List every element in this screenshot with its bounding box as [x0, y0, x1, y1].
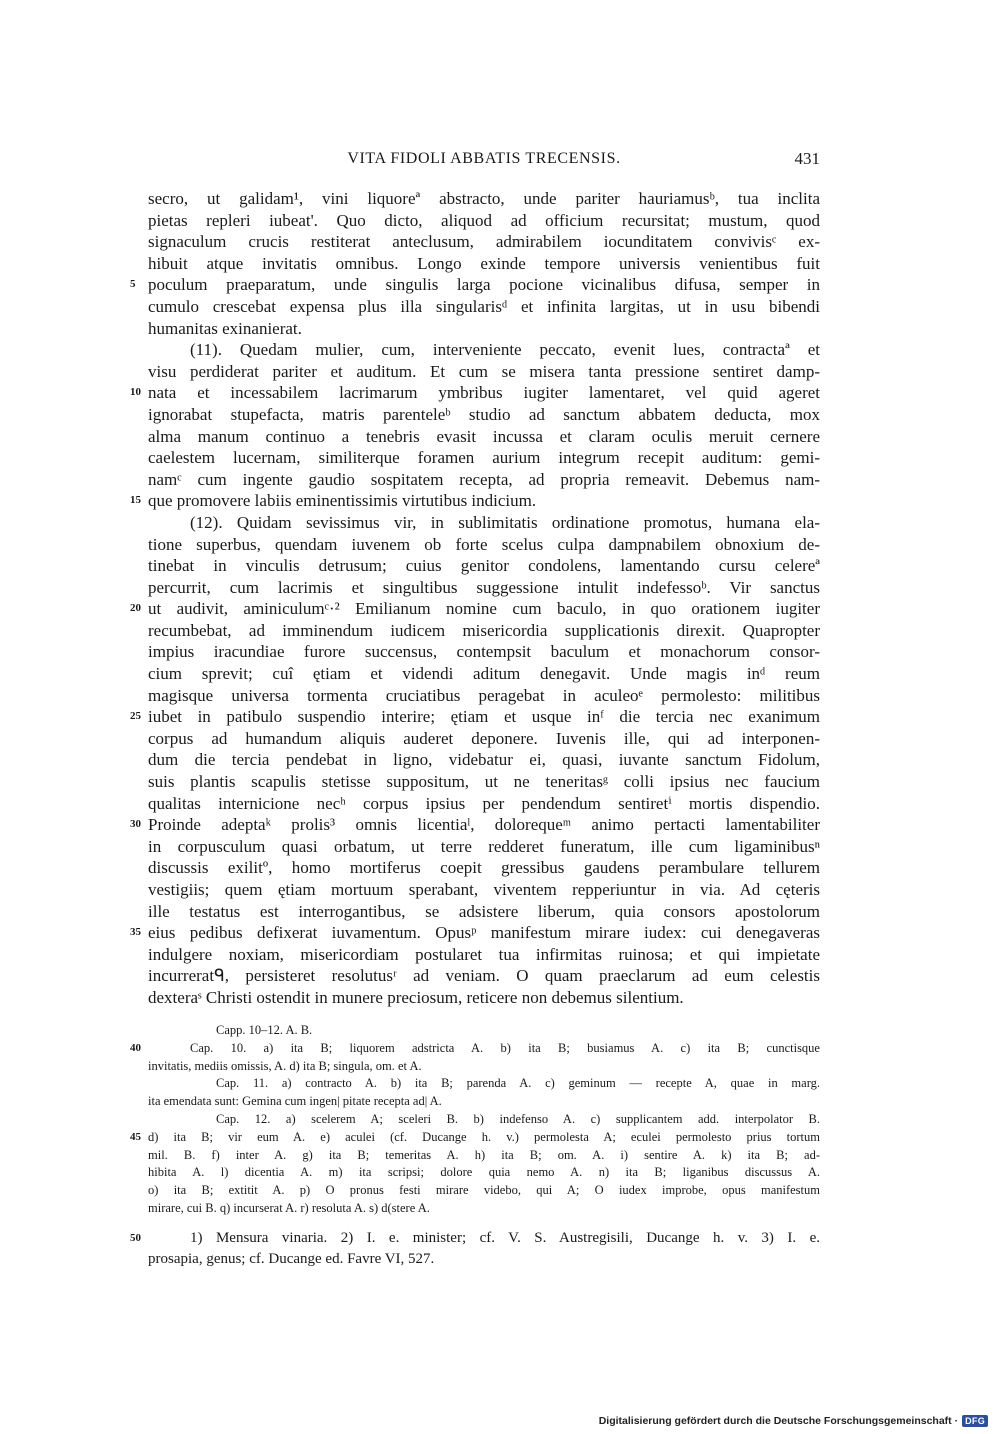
line-number: 45 — [130, 1130, 141, 1143]
line-number: 50 — [130, 1232, 141, 1244]
funding-text: Digitalisierung gefördert durch die Deutsche Forschungsgemeinschaft · — [598, 1415, 959, 1427]
text-line — [148, 771, 820, 793]
text-line — [148, 231, 820, 253]
text-line — [148, 404, 820, 426]
text-line-text: vestigiis; quem ętiam mortuum sperabant, viventem repperiuntur in via. Ad cęteris — [148, 880, 820, 899]
text-line-text: impius iracundiae furore succensus, contempsit baculum et monachorum consor- — [148, 642, 820, 662]
line-number: 20 — [130, 602, 141, 615]
text-line — [148, 879, 820, 901]
text-line — [148, 339, 820, 361]
text-line-text: suis plantis scapulis stetisse suppositum, ut ne teneritasᵍ colli ipsius nec faucium — [148, 772, 820, 792]
dfg-logo: DFG — [962, 1415, 988, 1427]
text-line-text: caelestem lucernam, similiterque foramen aurium integrum recepit auditum: gemi- — [148, 448, 820, 468]
text-line-text: ut audivit, aminiculumᶜ·² Emilianum nomine cum baculo, in quo orationem iugiter — [148, 599, 820, 619]
text-line-text: tinebat in vinculis detrusum; cuius genitor condolens, lamentando cursu celereª — [148, 556, 820, 576]
line-number: 10 — [130, 386, 141, 399]
text-line — [148, 685, 820, 707]
text-line — [148, 901, 820, 923]
text-line — [148, 793, 820, 815]
text-line-text: secro, ut galidam¹, vini liquoreª abstracto, unde pariter hauriamusᵇ, tua inclita — [148, 189, 820, 208]
apparatus-line — [130, 1129, 820, 1147]
text-line — [148, 426, 820, 448]
text-line — [148, 555, 820, 577]
text-line-text: visu perdiderat pariter et auditum. Et cum se misera tanta pressione sentiret damp- — [148, 361, 820, 381]
funding-note — [599, 1415, 988, 1427]
text-line-text: dum die tercia pendebat in ligno, videbatur ei, quasi, iuvante sanctum Fidolum, — [148, 750, 820, 770]
footnote-line — [148, 1249, 820, 1270]
text-line-text: in corpusculum quasi orbatum, ut terre redderet funeratum, ille cum ligaminibusⁿ — [148, 836, 820, 856]
text-line-text: pietas repleri iubeat'. Quo dicto, aliquod ad officium recursitat; mustum, quod — [148, 210, 820, 230]
text-line-text: (11). Quedam mulier, cum, interveniente peccato, evenit lues, contractaª et — [190, 340, 820, 360]
text-line-text: cium sprevit; cuî ętiam et videndi aditum denegavit. Unde magis inᵈ reum — [148, 664, 820, 684]
text-line — [148, 749, 820, 771]
line-number: 5 — [130, 278, 136, 291]
text-line — [148, 620, 820, 642]
apparatus-line — [148, 1164, 820, 1182]
text-line — [130, 382, 820, 404]
running-title: VITA FIDOLI ABBATIS TRECENSIS. — [347, 150, 621, 167]
apparatus-line-text: ita emendata sunt: Gemina cum ingen| pitate recepta ad| A. — [148, 1094, 442, 1109]
text-line-text: qualitas internicione necʰ corpus ipsius per pendendum sentiretⁱ mortis dispendio. — [148, 793, 820, 813]
footnotes — [130, 1228, 820, 1270]
text-line-text: signaculum crucis restiterat anteclusum, admirabilem iocunditatem convivisᶜ ex- — [148, 232, 820, 252]
text-line-text: ille testatus est interrogantibus, se adsistere liberum, quia consors apostolorum — [148, 901, 820, 921]
apparatus-line — [148, 1093, 820, 1111]
text-line — [148, 836, 820, 858]
apparatus-line-text: invitatis, mediis omissis, A. d) ita B; singula, om. et A. — [148, 1058, 422, 1073]
line-number: 15 — [130, 494, 141, 507]
apparatus-line — [148, 1111, 820, 1129]
apparatus-line — [148, 1147, 820, 1165]
apparatus-line-text: hibita A. l) dicentia A. m) ita scripsi; dolore quia nemo A. n) ita B; liganibus discussus A. — [148, 1165, 820, 1180]
running-header — [148, 150, 820, 174]
line-number: 40 — [130, 1041, 141, 1054]
text-line — [130, 274, 820, 296]
line-number: 30 — [130, 818, 141, 831]
footnote-line — [130, 1228, 820, 1249]
apparatus-line-text: Capp. 10–12. A. B. — [216, 1023, 313, 1037]
apparatus-line-text: mil. B. f) inter A. g) ita B; temeritas A. h) ita B; om. A. i) sentire A. k) ita B; ad- — [148, 1147, 820, 1162]
apparatus-line-text: Cap. 12. a) scelerem A; sceleri B. b) indefenso A. c) supplicantem add. interpolator B. — [216, 1111, 820, 1126]
text-line-text: iubet in patibulo suspendio interire; ętiam et usque inᶠ die tercia nec exanimum — [148, 707, 820, 727]
text-line-text: que promovere labiis eminentissimis virtutibus indicium. — [148, 491, 537, 511]
text-line — [148, 469, 820, 491]
text-line-text: humanitas exinanierat. — [148, 318, 302, 338]
apparatus-line — [130, 1040, 820, 1058]
text-line — [148, 857, 820, 879]
text-line — [148, 965, 820, 987]
text-line-text: eius pedibus defixerat iuvamentum. Opusᵖ manifestum mirare iudex: cui denegaveras — [148, 923, 820, 943]
text-line — [148, 534, 820, 556]
text-line — [148, 361, 820, 383]
text-line-text: indulgere noxiam, misericordiam postularet tua infirmitas ruinosa; et qui impietate — [148, 944, 820, 964]
text-line-text: ignorabat stupefacta, matris parenteleᵇ studio ad sanctum abbatem deducta, mox — [148, 404, 820, 424]
text-line — [148, 447, 820, 469]
text-line-text: cumulo crescebat expensa plus illa singularisᵈ et infinita largitas, ut in usu bibendi — [148, 296, 820, 316]
text-line — [130, 598, 820, 620]
text-line — [148, 512, 820, 534]
text-line — [148, 663, 820, 685]
apparatus-line — [148, 1075, 820, 1093]
text-line-text: Proinde adeptaᵏ prolis³ omnis licentiaˡ, dolorequeᵐ animo pertacti lamentabiliter — [148, 815, 820, 835]
text-line — [148, 641, 820, 663]
text-line-text: magisque universa tormenta cruciatibus peragebat in aculeoᵉ permolesto: militibus — [148, 685, 820, 705]
text-line — [148, 987, 820, 1009]
text-line-text: discussis exilitº, homo mortiferus coepit gressibus gaudens perambulare tellurem — [148, 858, 820, 878]
critical-apparatus — [130, 1022, 820, 1218]
text-line — [148, 577, 820, 599]
text-line-text: alma manum continuo a tenebris evasit incussa et claram oculis meruit cernere — [148, 426, 820, 446]
text-line-text: corpus ad humandum aliquis auderet deponere. Iuvenis ille, qui ad interponen- — [148, 728, 820, 748]
page-number: 431 — [794, 149, 820, 168]
text-line-text: (12). Quidam sevissimus vir, in sublimitatis ordinatione promotus, humana ela- — [190, 512, 820, 532]
text-line — [130, 922, 820, 944]
apparatus-line — [148, 1182, 820, 1200]
text-line — [148, 253, 820, 275]
line-number: 35 — [130, 926, 141, 939]
text-line-text: recumbebat, ad imminendum iudicem misericordia supplicationis direxit. Quapropter — [148, 620, 820, 640]
text-line — [148, 318, 820, 340]
text-line-text: nata et incessabilem lacrimarum ymbribus iugiter lamentaret, vel quid ageret — [148, 383, 820, 403]
apparatus-line-text: o) ita B; extitit A. p) O pronus festi mirare videbo, qui A; O iudex improbe, opus manifestum — [148, 1183, 820, 1198]
text-line — [130, 490, 820, 512]
line-number: 25 — [130, 710, 141, 723]
text-line — [148, 296, 820, 318]
apparatus-line-text: mirare, cui B. q) incurserat A. r) resoluta A. s) d(stere A. — [148, 1200, 430, 1215]
text-line-text: dexteraˢ Christi ostendit in munere preciosum, reticere non debemus silentium. — [148, 987, 684, 1007]
main-text — [130, 188, 820, 1009]
apparatus-line — [148, 1058, 820, 1076]
text-line-text: hibuit atque invitatis omnibus. Longo exinde tempore universis venientibus fuit — [148, 253, 820, 273]
text-line-text: tione superbus, quendam iuvenem ob forte scelus culpa dampnabilem obnoxium de- — [148, 534, 820, 554]
footnote-line-text: 1) Mensura vinaria. 2) I. e. minister; cf. V. S. Austregisili, Ducange h. v. 3) I. e. — [190, 1230, 820, 1246]
text-line — [148, 944, 820, 966]
text-line — [148, 210, 820, 232]
footnote-line-text: prosapia, genus; cf. Ducange ed. Favre VI, 527. — [148, 1251, 435, 1267]
text-line-text: namᶜ cum ingente gaudio sospitatem recepta, ad propria remeavit. Debemus nam- — [148, 469, 820, 489]
text-line-text: incurreratᑫ, persisteret resolutusʳ ad veniam. O quam praeclarum ad eum celestis — [148, 966, 820, 986]
text-line-text: percurrit, cum lacrimis et singultibus suggessione intulit indefessoᵇ. Vir sanctus — [148, 577, 820, 597]
text-line — [130, 814, 820, 836]
text-line — [148, 188, 820, 210]
text-line — [148, 728, 820, 750]
apparatus-line-text: d) ita B; vir eum A. e) aculei (cf. Ducange h. v.) permolesta A; eculei permolesto prius tortum — [148, 1129, 820, 1144]
text-line — [130, 706, 820, 728]
apparatus-line-text: Cap. 11. a) contracto A. b) ita B; parenda A. c) geminum — recepte A, quae in marg. — [216, 1076, 820, 1091]
apparatus-line — [148, 1200, 820, 1218]
apparatus-line — [148, 1022, 820, 1040]
text-line-text: poculum praeparatum, unde singulis larga pocione vicinalibus difusa, semper in — [148, 275, 820, 295]
apparatus-line-text: Cap. 10. a) ita B; liquorem adstricta A. b) ita B; busiamus A. c) ita B; cunctisque — [190, 1040, 820, 1055]
